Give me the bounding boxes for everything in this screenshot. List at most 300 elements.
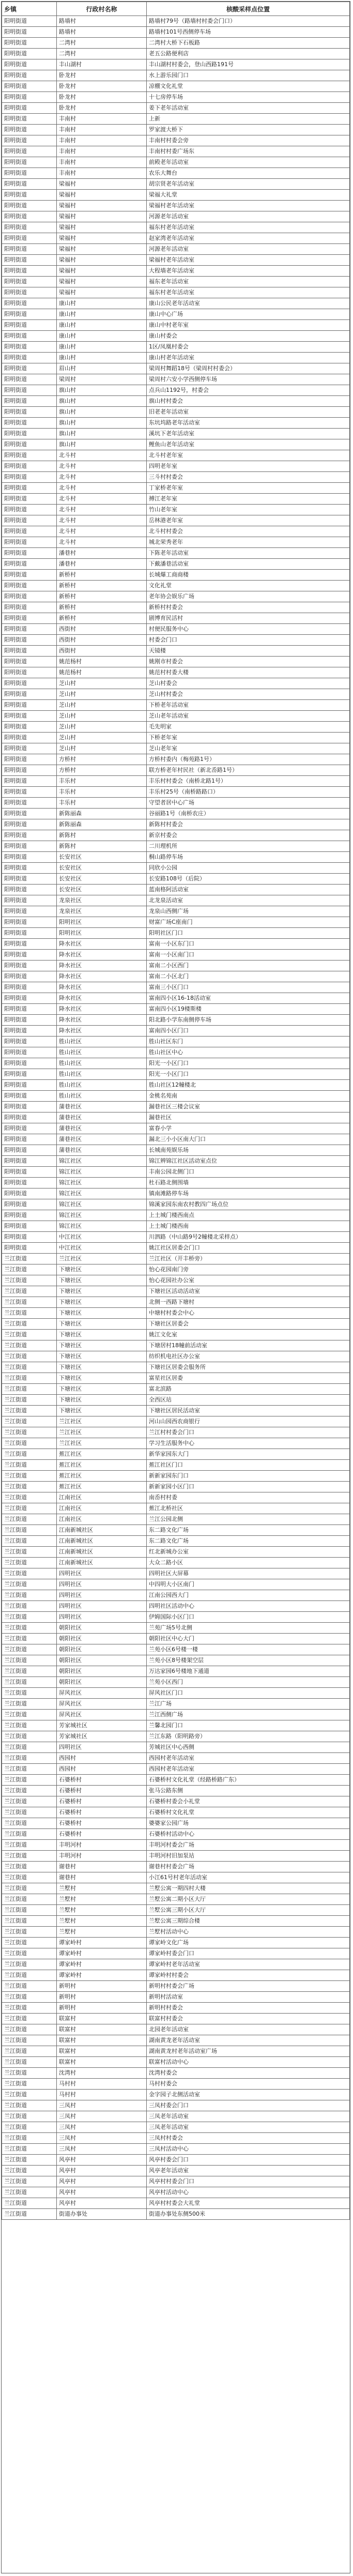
cell-sampling-location: 漏巷社区 (147, 1112, 350, 1123)
cell-village-name: 降水社区 (57, 982, 147, 993)
cell-village-name: 梁福村 (57, 211, 147, 222)
cell-township: 兰江街道 (2, 1514, 57, 1525)
cell-village-name: 潘巷村 (57, 559, 147, 570)
cell-township: 阳明街道 (2, 49, 57, 59)
table-row (2, 1818, 350, 1829)
cell-township: 阳明街道 (2, 190, 57, 201)
table-row (2, 320, 350, 331)
table-row (2, 526, 350, 537)
cell-sampling-location: 新陈村村委会 (147, 819, 350, 830)
table-row (2, 1547, 350, 1558)
cell-township: 阳明街道 (2, 59, 57, 70)
table-row (2, 1655, 350, 1666)
cell-village-name: 新桥村 (57, 591, 147, 602)
cell-village-name: 中江社区 (57, 1243, 147, 1254)
cell-township: 兰江街道 (2, 1666, 57, 1677)
cell-township: 兰江街道 (2, 1851, 57, 1862)
cell-sampling-location: 下桥老年活动室 (147, 700, 350, 711)
cell-township: 兰江街道 (2, 2111, 57, 2122)
table-row (2, 1482, 350, 1492)
cell-village-name: 康山村 (57, 309, 147, 320)
cell-village-name: 梁福村 (57, 222, 147, 233)
cell-sampling-location: 下塘居村18幢前活动室 (147, 1340, 350, 1351)
cell-village-name: 阳明社区 (57, 917, 147, 928)
cell-village-name: 四明社区 (57, 1579, 147, 1590)
table-row (2, 711, 350, 722)
table-row (2, 125, 350, 135)
cell-sampling-location: 街道办事处东侧500米 (147, 2209, 350, 2220)
table-row (2, 222, 350, 233)
table-row (2, 1373, 350, 1384)
cell-village-name: 下塘社区 (57, 1297, 147, 1308)
cell-sampling-location: 富南一小区南门口 (147, 950, 350, 961)
table-row (2, 1872, 350, 1883)
cell-sampling-location: 谭家岭村委会门口 (147, 1948, 350, 1959)
cell-township: 兰江街道 (2, 2155, 57, 2166)
cell-sampling-location: 阳光一小区门口 (147, 1069, 350, 1080)
cell-township: 兰江街道 (2, 1438, 57, 1449)
table-row (2, 743, 350, 754)
cell-village-name: 长安社区 (57, 885, 147, 895)
cell-village-name: 下塘社区 (57, 1330, 147, 1340)
cell-village-name: 联富村 (57, 2014, 147, 2024)
cell-township: 兰江街道 (2, 1264, 57, 1275)
cell-township: 阳明街道 (2, 244, 57, 255)
cell-village-name: 中江社区 (57, 1232, 147, 1243)
table-row (2, 1666, 350, 1677)
cell-township: 兰江街道 (2, 2024, 57, 2035)
table-row (2, 1840, 350, 1851)
cell-sampling-location: 竹山老年室 (147, 505, 350, 515)
cell-sampling-location: 北斗村村委会 (147, 526, 350, 537)
cell-sampling-location: 路墙村79号（路墙村村委会门口） (147, 16, 350, 27)
table-row (2, 1047, 350, 1058)
cell-sampling-location: 蕉江社区门口 (147, 1460, 350, 1471)
cell-village-name: 风亭村 (57, 2166, 147, 2176)
cell-village-name: 江南新城社区 (57, 1525, 147, 1536)
cell-township: 兰江街道 (2, 1579, 57, 1590)
cell-sampling-location: 康山中心广场 (147, 309, 350, 320)
table-row (2, 1264, 350, 1275)
cell-village-name: 下塘社区 (57, 1308, 147, 1319)
cell-township: 兰江街道 (2, 1503, 57, 1514)
cell-sampling-location: 芳城社区中心西侧 (147, 1742, 350, 1753)
cell-township: 阳明街道 (2, 1145, 57, 1156)
cell-sampling-location: 北龙泉活动室 (147, 895, 350, 906)
cell-village-name: 新桥村 (57, 602, 147, 613)
table-row (2, 906, 350, 917)
table-row (2, 2003, 350, 2014)
cell-village-name: 下塘社区 (57, 1275, 147, 1286)
cell-township: 阳明街道 (2, 255, 57, 266)
cell-township: 阳明街道 (2, 787, 57, 798)
table-row (2, 1688, 350, 1699)
cell-village-name: 北斗村 (57, 494, 147, 505)
cell-village-name: 兰江社区 (57, 1427, 147, 1438)
table-row (2, 1786, 350, 1796)
cell-township: 阳明街道 (2, 38, 57, 49)
table-row (2, 809, 350, 819)
table-row (2, 798, 350, 809)
table-row (2, 81, 350, 92)
cell-village-name: 降水社区 (57, 939, 147, 950)
cell-village-name: 芝山村 (57, 743, 147, 754)
cell-township: 兰江街道 (2, 1699, 57, 1710)
cell-sampling-location: 石婆桥村活动中心 (147, 1829, 350, 1840)
cell-sampling-location: 下塘社区活动活动室 (147, 1286, 350, 1297)
cell-sampling-location: 丰乐村村委会（南桥北路1号） (147, 776, 350, 787)
cell-village-name: 方桥村 (57, 754, 147, 765)
cell-township: 阳明街道 (2, 809, 57, 819)
table-row (2, 2144, 350, 2155)
cell-sampling-location: 同欣小公园 (147, 863, 350, 874)
cell-sampling-location: 富南四小区16-18活动室 (147, 993, 350, 1004)
cell-sampling-location: 三凤村村委会 (147, 2133, 350, 2144)
cell-township: 兰江街道 (2, 1775, 57, 1786)
cell-township: 兰江街道 (2, 1655, 57, 1666)
cell-township: 兰江街道 (2, 1840, 57, 1851)
table-row (2, 70, 350, 81)
cell-sampling-location: 上土城门楼西南 (147, 1221, 350, 1232)
cell-sampling-location: 蕉江北桥社区 (147, 1503, 350, 1514)
table-row (2, 1851, 350, 1862)
cell-sampling-location: 三斗村村委会 (147, 472, 350, 483)
cell-township: 兰江街道 (2, 1373, 57, 1384)
table-row (2, 657, 350, 667)
cell-village-name: 三凤村 (57, 2122, 147, 2133)
table-row (2, 1254, 350, 1264)
table-row (2, 2079, 350, 2090)
cell-sampling-location: 兰墅村活动中心 (147, 1927, 350, 1938)
cell-sampling-location: 旧老老年活动室 (147, 407, 350, 418)
table-row (2, 917, 350, 928)
cell-sampling-location: 下塘社区居委会服务所 (147, 1362, 350, 1373)
cell-village-name: 蕉江社区 (57, 1449, 147, 1460)
cell-sampling-location: 河源老年活动室 (147, 244, 350, 255)
cell-sampling-location: 阳明社区门口 (147, 928, 350, 939)
cell-township: 阳明街道 (2, 505, 57, 515)
cell-village-name: 蒲巷社区 (57, 1112, 147, 1123)
cell-sampling-location: 谭家岭文化广场 (147, 1938, 350, 1948)
cell-sampling-location: 胡宗贤老年活动室 (147, 179, 350, 190)
cell-sampling-location: 三凤村活动中心 (147, 2144, 350, 2155)
table-row (2, 1221, 350, 1232)
cell-sampling-location: 新明村村委会 (147, 2003, 350, 2014)
table-row (2, 874, 350, 885)
cell-township: 阳明街道 (2, 1167, 57, 1178)
cell-township: 阳明街道 (2, 646, 57, 657)
cell-township: 阳明街道 (2, 591, 57, 602)
cell-sampling-location: 丰乐村25号（南桥路路口） (147, 787, 350, 798)
table-row (2, 1037, 350, 1047)
cell-village-name: 屏风社区 (57, 1699, 147, 1710)
cell-township: 阳明街道 (2, 754, 57, 765)
table-row (2, 993, 350, 1004)
cell-sampling-location: 康山中村老年室 (147, 320, 350, 331)
cell-sampling-location: 路墙村101号西侧停车场 (147, 27, 350, 38)
cell-township: 阳明街道 (2, 363, 57, 374)
table-row (2, 190, 350, 201)
table-row (2, 2209, 350, 2220)
cell-sampling-location: 风亭村村委会大礼堂 (147, 2198, 350, 2209)
cell-sampling-location: 东二路文化广场 (147, 1536, 350, 1547)
cell-village-name: 丰乐村 (57, 798, 147, 809)
cell-township: 兰江街道 (2, 1286, 57, 1297)
cell-sampling-location: 兰江西侧广场 (147, 1710, 350, 1720)
cell-township: 兰江街道 (2, 1786, 57, 1796)
cell-township: 阳明街道 (2, 1102, 57, 1112)
table-row (2, 1720, 350, 1731)
cell-township: 阳明街道 (2, 939, 57, 950)
cell-township: 兰江街道 (2, 1471, 57, 1482)
cell-village-name: 降水社区 (57, 1004, 147, 1015)
cell-sampling-location: 新华家园东大门 (147, 1449, 350, 1460)
cell-sampling-location: 搏江老年室 (147, 494, 350, 505)
cell-sampling-location: 谭家岭村老年活动室 (147, 1959, 350, 1970)
cell-township: 兰江街道 (2, 1395, 57, 1406)
cell-village-name: 丰南村 (57, 157, 147, 168)
cell-township: 兰江街道 (2, 1482, 57, 1492)
cell-village-name: 谭家岭村 (57, 1970, 147, 1981)
table-row (2, 385, 350, 396)
cell-village-name: 北斗村 (57, 526, 147, 537)
cell-sampling-location: 姚江文化室 (147, 1330, 350, 1340)
table-row (2, 1981, 350, 1992)
cell-village-name: 路墙村 (57, 16, 147, 27)
cell-sampling-location: 康山公民老年活动室 (147, 298, 350, 309)
cell-sampling-location: 新京村委会 (147, 830, 350, 841)
table-row (2, 950, 350, 961)
table-row (2, 885, 350, 895)
cell-township: 阳明街道 (2, 1243, 57, 1254)
table-row (2, 1297, 350, 1308)
cell-sampling-location: 东坑坞路老年活动室 (147, 418, 350, 429)
cell-township: 阳明街道 (2, 396, 57, 407)
cell-sampling-location: 兰墅公寓二期小区大厅 (147, 1894, 350, 1905)
table-row (2, 2198, 350, 2209)
cell-sampling-location: 农乐大舞台 (147, 168, 350, 179)
cell-sampling-location: 1区/凤凰村委会 (147, 342, 350, 353)
cell-sampling-location: 芝山老年活动室 (147, 711, 350, 722)
cell-township: 阳明街道 (2, 494, 57, 505)
cell-village-name: 梁福村 (57, 255, 147, 266)
cell-township: 阳明街道 (2, 179, 57, 190)
table-row (2, 1471, 350, 1482)
cell-township: 阳明街道 (2, 353, 57, 363)
cell-village-name: 芳家城社区 (57, 1731, 147, 1742)
cell-township: 兰江街道 (2, 1634, 57, 1644)
cell-sampling-location: 联富村活动中心 (147, 2057, 350, 2068)
cell-village-name: 新陈村 (57, 841, 147, 852)
cell-township: 兰江街道 (2, 1764, 57, 1775)
cell-sampling-location: 兰馨北园门口 (147, 1720, 350, 1731)
table-row (2, 233, 350, 244)
cell-sampling-location: 石婆桥村文化礼堂 (147, 1807, 350, 1818)
cell-village-name: 锦江社区 (57, 1156, 147, 1167)
cell-sampling-location: 河源老年活动室 (147, 211, 350, 222)
cell-township: 阳明街道 (2, 429, 57, 439)
table-row (2, 1492, 350, 1503)
cell-sampling-location: 守望者居中心广场 (147, 798, 350, 809)
cell-sampling-location: 下塘社区居民活动室 (147, 1406, 350, 1416)
cell-village-name: 风亭村 (57, 2176, 147, 2187)
table-row (2, 971, 350, 982)
cell-sampling-location: 屏风社区门口 (147, 1688, 350, 1699)
cell-sampling-location: 下戴潘巷活动室 (147, 559, 350, 570)
cell-township: 阳明街道 (2, 624, 57, 635)
cell-township: 兰江街道 (2, 1807, 57, 1818)
cell-township: 阳明街道 (2, 320, 57, 331)
column-header-village-name: 行政村名称 (57, 2, 147, 16)
table-row (2, 1340, 350, 1351)
table-row (2, 1699, 350, 1710)
table-row (2, 2035, 350, 2046)
cell-village-name: 芝山村 (57, 733, 147, 743)
cell-village-name: 朝阳社区 (57, 1677, 147, 1688)
cell-village-name: 锦江社区 (57, 1178, 147, 1188)
cell-township: 阳明街道 (2, 1188, 57, 1199)
cell-township: 阳明街道 (2, 103, 57, 114)
cell-village-name: 下塘社区 (57, 1340, 147, 1351)
cell-township: 阳明街道 (2, 1221, 57, 1232)
cell-sampling-location: 蓝南格阿活动室 (147, 885, 350, 895)
cell-sampling-location: 旗山村村委会 (147, 396, 350, 407)
table-row (2, 1590, 350, 1601)
table-row (2, 765, 350, 776)
table-row (2, 1199, 350, 1210)
cell-village-name: 二湾村 (57, 49, 147, 59)
cell-township: 阳明街道 (2, 776, 57, 787)
cell-sampling-location: 湖南黄龙村老年活动室广场 (147, 2046, 350, 2057)
table-row (2, 92, 350, 103)
cell-village-name: 北斗村 (57, 515, 147, 526)
table-row (2, 418, 350, 429)
cell-village-name: 下塘社区 (57, 1351, 147, 1362)
cell-village-name: 北斗村 (57, 461, 147, 472)
cell-township: 兰江街道 (2, 2176, 57, 2187)
cell-village-name: 北斗村 (57, 483, 147, 494)
cell-village-name: 三凤村 (57, 2144, 147, 2155)
table-row (2, 1026, 350, 1037)
cell-sampling-location: 兰江广场 (147, 1699, 350, 1710)
table-row (2, 1796, 350, 1807)
cell-sampling-location: 二川理机所 (147, 841, 350, 852)
cell-sampling-location: 新新家园小区门口 (147, 1482, 350, 1492)
cell-township: 阳明街道 (2, 548, 57, 559)
cell-sampling-location: 下陈老年活动室 (147, 548, 350, 559)
table-row (2, 103, 350, 114)
cell-township: 兰江街道 (2, 2014, 57, 2024)
cell-village-name: 新桥村 (57, 613, 147, 624)
table-row (2, 59, 350, 70)
table-row (2, 1644, 350, 1655)
cell-sampling-location: 全西区站 (147, 1395, 350, 1406)
cell-village-name: 锦江社区 (57, 1210, 147, 1221)
cell-village-name: 西园村 (57, 1764, 147, 1775)
table-row (2, 1905, 350, 1916)
cell-village-name: 石婆桥村 (57, 1786, 147, 1796)
cell-sampling-location: 胜山社区12幢楼北 (147, 1080, 350, 1091)
cell-sampling-location: 兰墅公寓三期小区大厅 (147, 1905, 350, 1916)
cell-sampling-location: 风亭村村委会门口 (147, 2176, 350, 2187)
table-row (2, 537, 350, 548)
cell-township: 阳明街道 (2, 222, 57, 233)
table-row (2, 1775, 350, 1786)
cell-sampling-location: 怡心花园社办公室 (147, 1275, 350, 1286)
cell-village-name: 眉山村 (57, 363, 147, 374)
cell-sampling-location: 梁周村六安小学西侧停车场 (147, 374, 350, 385)
cell-sampling-location: 兰苑小区西门 (147, 1677, 350, 1688)
cell-township: 阳明街道 (2, 1199, 57, 1210)
table-row (2, 1601, 350, 1612)
cell-township: 阳明街道 (2, 1080, 57, 1091)
table-row (2, 1503, 350, 1514)
cell-sampling-location: 富春小学 (147, 1123, 350, 1134)
cell-village-name: 风亭村 (57, 2187, 147, 2198)
cell-village-name: 朝阳社区 (57, 1666, 147, 1677)
cell-sampling-location: 小江61号村老年活动室 (147, 1872, 350, 1883)
cell-township: 兰江街道 (2, 2122, 57, 2133)
cell-village-name: 联富村 (57, 2057, 147, 2068)
table-row (2, 201, 350, 211)
cell-township: 阳明街道 (2, 635, 57, 646)
cell-township: 阳明街道 (2, 852, 57, 863)
cell-township: 阳明街道 (2, 342, 57, 353)
table-row (2, 287, 350, 298)
cell-sampling-location: 龙泉山西侧广场 (147, 906, 350, 917)
table-row (2, 1514, 350, 1525)
cell-village-name: 康山村 (57, 331, 147, 342)
table-row (2, 1112, 350, 1123)
cell-township: 阳明街道 (2, 1058, 57, 1069)
cell-village-name: 路墙村 (57, 27, 147, 38)
cell-sampling-location: 联方桥老年村民社（新北岙路1号） (147, 765, 350, 776)
cell-township: 兰江街道 (2, 1623, 57, 1634)
cell-village-name: 风亭村 (57, 2155, 147, 2166)
table-row (2, 309, 350, 320)
cell-sampling-location: 丰南公园北侧门口 (147, 1167, 350, 1178)
cell-village-name: 蒲巷社区 (57, 1145, 147, 1156)
cell-sampling-location: 金桃名苑南 (147, 1091, 350, 1102)
cell-township: 兰江街道 (2, 1406, 57, 1416)
table-row (2, 2046, 350, 2057)
cell-sampling-location: 康山村老年活动室 (147, 353, 350, 363)
table-row (2, 255, 350, 266)
column-header-sampling-location: 核酸采样点位置 (147, 2, 350, 16)
cell-township: 阳明街道 (2, 819, 57, 830)
cell-township: 兰江街道 (2, 1677, 57, 1688)
cell-township: 兰江街道 (2, 1308, 57, 1319)
cell-sampling-location: 学习生活服务中心 (147, 1438, 350, 1449)
cell-township: 阳明街道 (2, 135, 57, 146)
cell-village-name: 江南社区 (57, 1492, 147, 1503)
cell-sampling-location: 红北新城办公室 (147, 1547, 350, 1558)
cell-township: 阳明街道 (2, 472, 57, 483)
cell-village-name: 锦江社区 (57, 1167, 147, 1178)
cell-village-name: 谭家岭村 (57, 1959, 147, 1970)
cell-village-name: 新陈村 (57, 830, 147, 841)
cell-village-name: 降水社区 (57, 961, 147, 971)
cell-sampling-location: 新明村村委会广场 (147, 1981, 350, 1992)
cell-township: 兰江街道 (2, 1384, 57, 1395)
cell-sampling-location: 漏北三小小区南大门口 (147, 1134, 350, 1145)
cell-village-name: 北斗村 (57, 505, 147, 515)
cell-township: 兰江街道 (2, 1872, 57, 1883)
table-row (2, 1188, 350, 1199)
cell-township: 兰江街道 (2, 2057, 57, 2068)
cell-village-name: 新明村 (57, 1992, 147, 2003)
cell-township: 阳明街道 (2, 841, 57, 852)
